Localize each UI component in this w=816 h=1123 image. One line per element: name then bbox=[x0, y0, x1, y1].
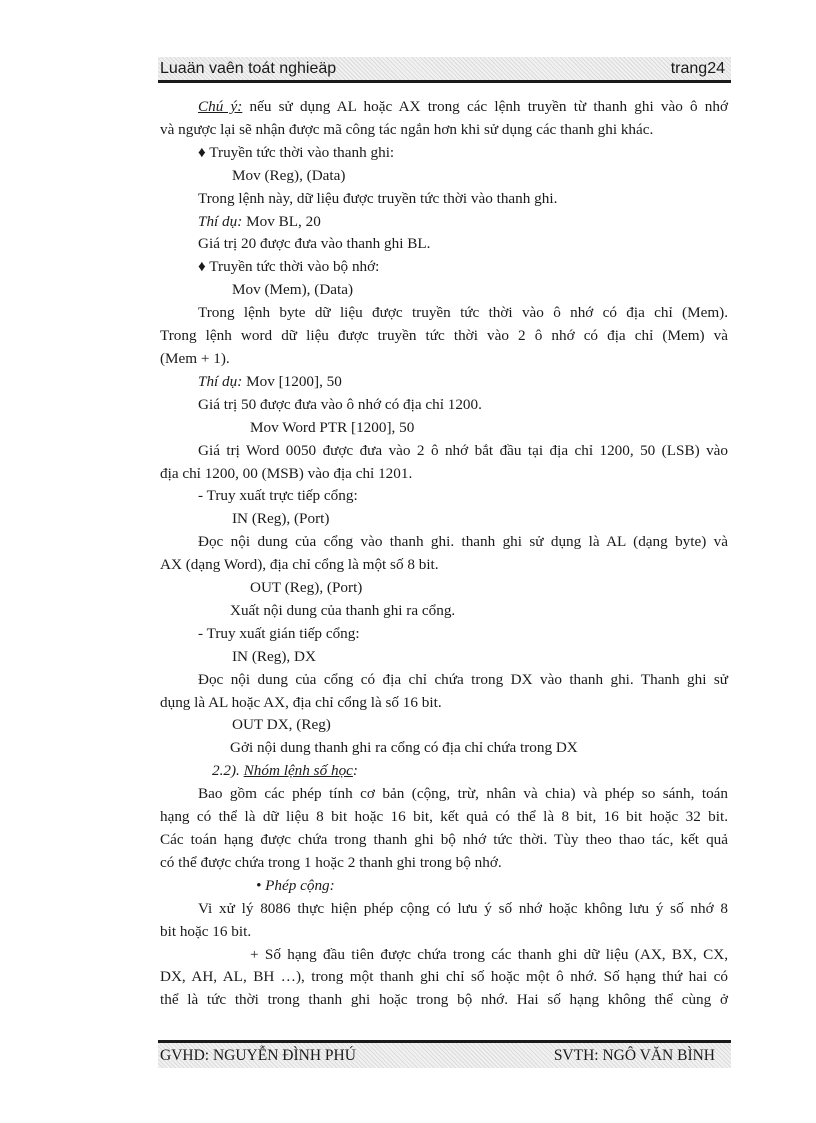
text-line: (Mem + 1). bbox=[160, 349, 230, 367]
text-line: AX (dạng Word), địa chỉ cổng là một số 8 bit. bbox=[160, 556, 439, 574]
dash-item: - Truy xuất trực tiếp cổng: bbox=[198, 487, 358, 505]
text-line: địa chỉ 1200, 00 (MSB) vào địa chỉ 1201. bbox=[160, 464, 413, 482]
code-line: IN (Reg), DX bbox=[232, 647, 316, 665]
note-text: nếu sử dụng AL hoặc AX trong các lệnh truyền từ thanh ghi vào ô nhớ bbox=[242, 98, 728, 115]
text-line: Giá trị 20 được đưa vào thanh ghi BL. bbox=[198, 235, 431, 253]
note-label: Chú ý: bbox=[198, 98, 243, 115]
text-line: dụng là AL hoặc AX, địa chỉ cổng là số 16 bit. bbox=[160, 693, 442, 711]
dash-item: - Truy xuất gián tiếp cổng: bbox=[198, 624, 360, 642]
example-text: Mov [1200], 50 bbox=[242, 372, 342, 390]
footer-student: SVTH: NGÔ VĂN BÌNH bbox=[553, 1047, 715, 1064]
text-line: Giá trị Word 0050 được đưa vào 2 ô nhớ bắt đầu tại địa chỉ 1200, 50 (LSB) vào bbox=[198, 441, 728, 459]
text-line: Bao gồm các phép tính cơ bản (cộng, trừ, nhân và chia) và phép so sánh, toán bbox=[198, 785, 728, 803]
example-line bbox=[160, 371, 728, 394]
text-line: + Số hạng đầu tiên được chứa trong các thanh ghi dữ liệu (AX, BX, CX, bbox=[250, 945, 728, 963]
text-line: Các toán hạng được chứa trong thanh ghi bộ nhớ tức thời. Tùy theo thao tác, kết quả bbox=[160, 831, 728, 848]
section-title: Nhóm lệnh số học bbox=[243, 762, 353, 780]
bullet-item: ♦ Truyền tức thời vào thanh ghi: bbox=[198, 143, 395, 161]
bullet-item: ♦ Truyền tức thời vào bộ nhớ: bbox=[198, 258, 380, 276]
page-header bbox=[158, 57, 731, 83]
section-colon: : bbox=[352, 762, 358, 780]
example-line bbox=[160, 211, 728, 234]
text-line: bit hoặc 16 bit. bbox=[160, 922, 252, 940]
code-line: Mov (Reg), (Data) bbox=[232, 166, 346, 184]
text-line: có thể được chứa trong 1 hoặc 2 thanh ghi trong bộ nhớ. bbox=[160, 853, 502, 871]
footer-advisor: GVHD: NGUYỄN ĐÌNH PHÚ bbox=[160, 1047, 356, 1064]
example-label: Thí dụ: bbox=[198, 212, 243, 230]
section-number: 2.2). bbox=[212, 762, 244, 780]
header-title: Luaän vaên toát nghieäp bbox=[160, 60, 337, 77]
code-line: Mov (Mem), (Data) bbox=[232, 281, 354, 299]
section-heading bbox=[160, 760, 728, 783]
document-body bbox=[160, 96, 728, 1012]
text-line: Vi xử lý 8086 thực hiện phép cộng có lưu ý số nhớ hoặc không lưu ý số nhớ 8 bbox=[198, 899, 728, 917]
text-line: Gởi nội dung thanh ghi ra cổng có địa chỉ chứa trong DX bbox=[230, 739, 578, 757]
text-line: Đọc nội dung của cổng vào thanh ghi. thanh ghi sử dụng là AL (dạng byte) và bbox=[198, 533, 728, 551]
example-text: Mov BL, 20 bbox=[242, 212, 321, 230]
text-line: Giá trị 50 được đưa vào ô nhớ có địa chỉ 1200. bbox=[198, 395, 482, 413]
text-line: Đọc nội dung của cổng có địa chỉ chứa trong DX vào thanh ghi. Thanh ghi sử bbox=[198, 670, 728, 688]
text-line: thể là tức thời trong thanh ghi hoặc trong bộ nhớ. Hai số hạng không thể cùng ở bbox=[160, 991, 728, 1009]
header-page-number: trang24 bbox=[670, 60, 725, 77]
text-line: và ngược lại sẽ nhận được mã công tác ngắn hơn khi sử dụng các thanh ghi khác. bbox=[160, 120, 654, 138]
bullet-subheading: • Phép cộng: bbox=[256, 876, 335, 894]
text-line: hạng có thể là dữ liệu 8 bit hoặc 16 bit, kết quả có thể là 8 bit, 16 bit hoặc 32 bit. bbox=[160, 808, 728, 826]
code-line: OUT (Reg), (Port) bbox=[250, 579, 363, 597]
paragraph-note bbox=[160, 96, 728, 119]
text-line: Xuất nội dung của thanh ghi ra cổng. bbox=[230, 601, 456, 619]
page-footer bbox=[158, 1040, 731, 1068]
text-line: Trong lệnh word dữ liệu được truyền tức thời vào 2 ô nhớ có địa chỉ (Mem) và bbox=[160, 327, 728, 345]
example-label: Thí dụ: bbox=[198, 372, 243, 390]
text-line: DX, AH, AL, BH …), trong một thanh ghi chỉ số hoặc một ô nhớ. Số hạng thứ hai có bbox=[160, 968, 728, 986]
text-line: Trong lệnh byte dữ liệu được truyền tức thời vào ô nhớ có địa chỉ (Mem). bbox=[198, 304, 728, 322]
text-line: Trong lệnh này, dữ liệu được truyền tức thời vào thanh ghi. bbox=[198, 189, 558, 207]
code-line: OUT DX, (Reg) bbox=[232, 716, 331, 734]
code-line: Mov Word PTR [1200], 50 bbox=[250, 418, 415, 436]
code-line: IN (Reg), (Port) bbox=[232, 510, 330, 528]
